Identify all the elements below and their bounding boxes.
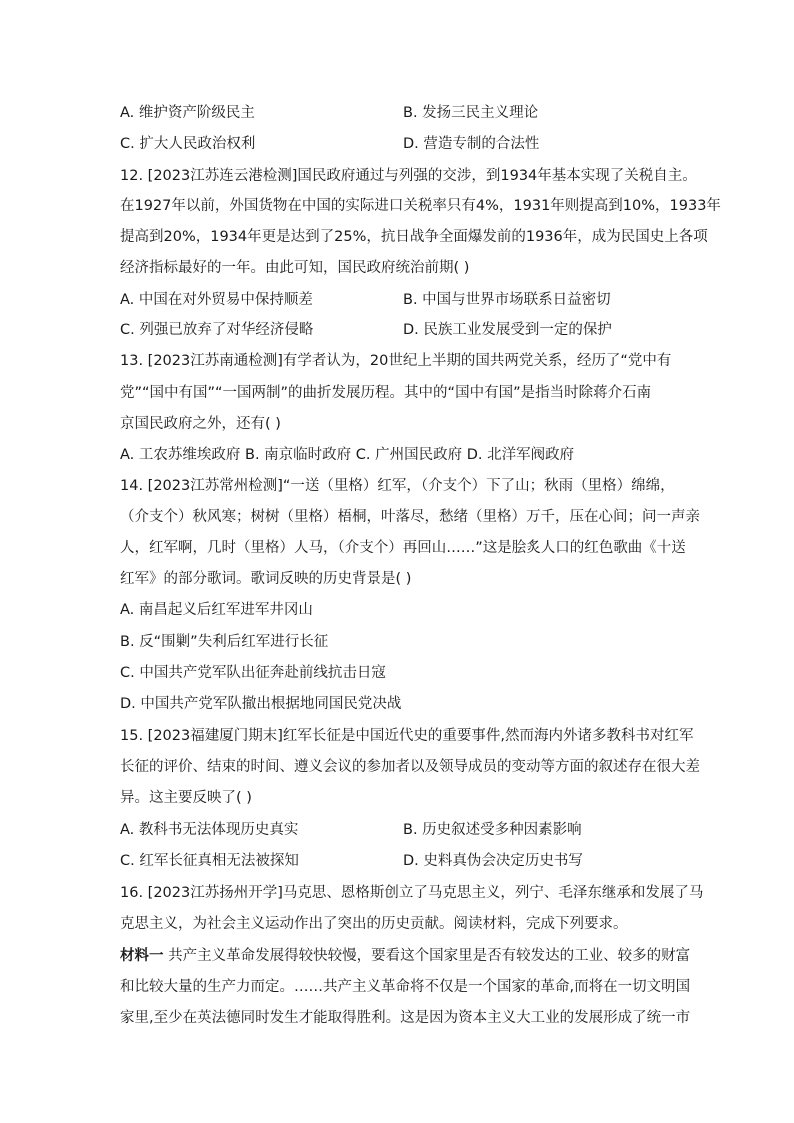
q15-option-b: B. 历史叙述受多种因素影响	[403, 822, 582, 838]
q13-stem-line-1: 13. [2023江苏南通检测]有学者认为，20世纪上半期的国共两党关系，经历了“党中有	[120, 353, 672, 369]
q12-option-c: C. 列强已放弃了对华经济侵略	[120, 322, 314, 338]
q12-option-a: A. 中国在对外贸易中保持顺差	[120, 292, 313, 308]
q14-option-c: C. 中国共产党军队出征奔赴前线抗击日寇	[120, 665, 386, 681]
q14-stem-line-1: 14. [2023江苏常州检测]“一送（里格）红军，（介支个）下了山；秋雨（里格）绵绵，	[120, 478, 675, 494]
q16-material-line-1	[120, 946, 690, 966]
q15-stem-line-3: 异。这主要反映了( )	[120, 790, 252, 806]
q11-option-c: C. 扩大人民政治权利	[120, 136, 256, 152]
q13-stem-line-3: 京国民政府之外，还有( )	[120, 416, 281, 432]
q11-option-d: D. 营造专制的合法性	[403, 136, 540, 152]
q16-material-line-2: 和比较大量的生产力而定。……共产主义革命将不仅是一个国家的革命,而将在一切文明国	[120, 979, 691, 995]
q15-stem-line-2: 长征的评价、结束的时间、遵义会议的参加者以及领导成员的变动等方面的叙述存在很大差	[120, 759, 700, 775]
q12-stem-line-3: 提高到20%，1934年更是达到了25%，抗日战争全面爆发前的1936年，成为民国史上各项	[120, 229, 708, 245]
q14-stem-line-3: 人，红军啊，几时（里格）人马，（介支个）再回山……”这是脍炙人口的红色歌曲《十送	[120, 540, 686, 556]
q15-option-d: D. 史料真伪会决定历史书写	[403, 853, 583, 869]
q12-stem-line-4: 经济指标最好的一年。由此可知，国民政府统治前期( )	[120, 260, 470, 276]
material-text: 共产主义革命发展得较快较慢，要看这个国家里是否有较发达的工业、较多的财富	[163, 948, 691, 964]
q11-option-a: A. 维护资产阶级民主	[120, 105, 255, 121]
q12-option-d: D. 民族工业发展受到一定的保护	[403, 322, 612, 338]
q12-stem-line-2: 在1927年以前，外国货物在中国的实际进口关税率只有4%，1931年则提高到10%，1933年	[120, 198, 721, 214]
q14-option-d: D. 中国共产党军队撤出根据地同国民党决战	[120, 696, 402, 712]
q12-option-b: B. 中国与世界市场联系日益密切	[403, 292, 611, 308]
q14-option-b: B. 反“围剿”失利后红军进行长征	[120, 634, 329, 650]
q15-option-c: C. 红军长征真相无法被探知	[120, 853, 299, 869]
q11-option-b: B. 发扬三民主义理论	[403, 105, 539, 121]
q12-stem-line-1: 12. [2023江苏连云港检测]国民政府通过与列强的交涉，到1934年基本实现了关税自主。	[120, 168, 697, 184]
q16-material-line-3: 家里,至少在英法德同时发生才能取得胜利。这是因为资本主义大工业的发展形成了统一市	[120, 1010, 691, 1026]
q15-stem-line-1: 15. [2023福建厦门期末]红军长征是中国近代史的重要事件,然而海内外诸多教科书对红军	[120, 728, 694, 744]
q16-stem-line-1: 16. [2023江苏扬州开学]马克思、恩格斯创立了马克思主义，列宁、毛泽东继承和发展了马	[120, 885, 704, 901]
q13-options: A. 工农苏维埃政府 B. 南京临时政府 C. 广州国民政府 D. 北洋军阀政府	[120, 447, 575, 463]
q14-stem-line-4: 红军》的部分歌词。歌词反映的历史背景是( )	[120, 571, 412, 587]
q15-option-a: A. 教科书无法体现历史真实	[120, 822, 299, 838]
q16-stem-line-2: 克思主义，为社会主义运动作出了突出的历史贡献。阅读材料，完成下列要求。	[120, 916, 628, 932]
q13-stem-line-2: 党”“国中有国”“一国两制”的曲折发展历程。其中的“国中有国”是指当时除蒋介石南	[120, 385, 652, 401]
q14-stem-line-2: （介支个）秋风寒；树树（里格）梧桐，叶落尽，愁绪（里格）万千，压在心间；问一声亲	[120, 509, 700, 525]
q14-option-a: A. 南昌起义后红军进军井冈山	[120, 602, 313, 618]
material-label: 材料一	[120, 948, 164, 964]
